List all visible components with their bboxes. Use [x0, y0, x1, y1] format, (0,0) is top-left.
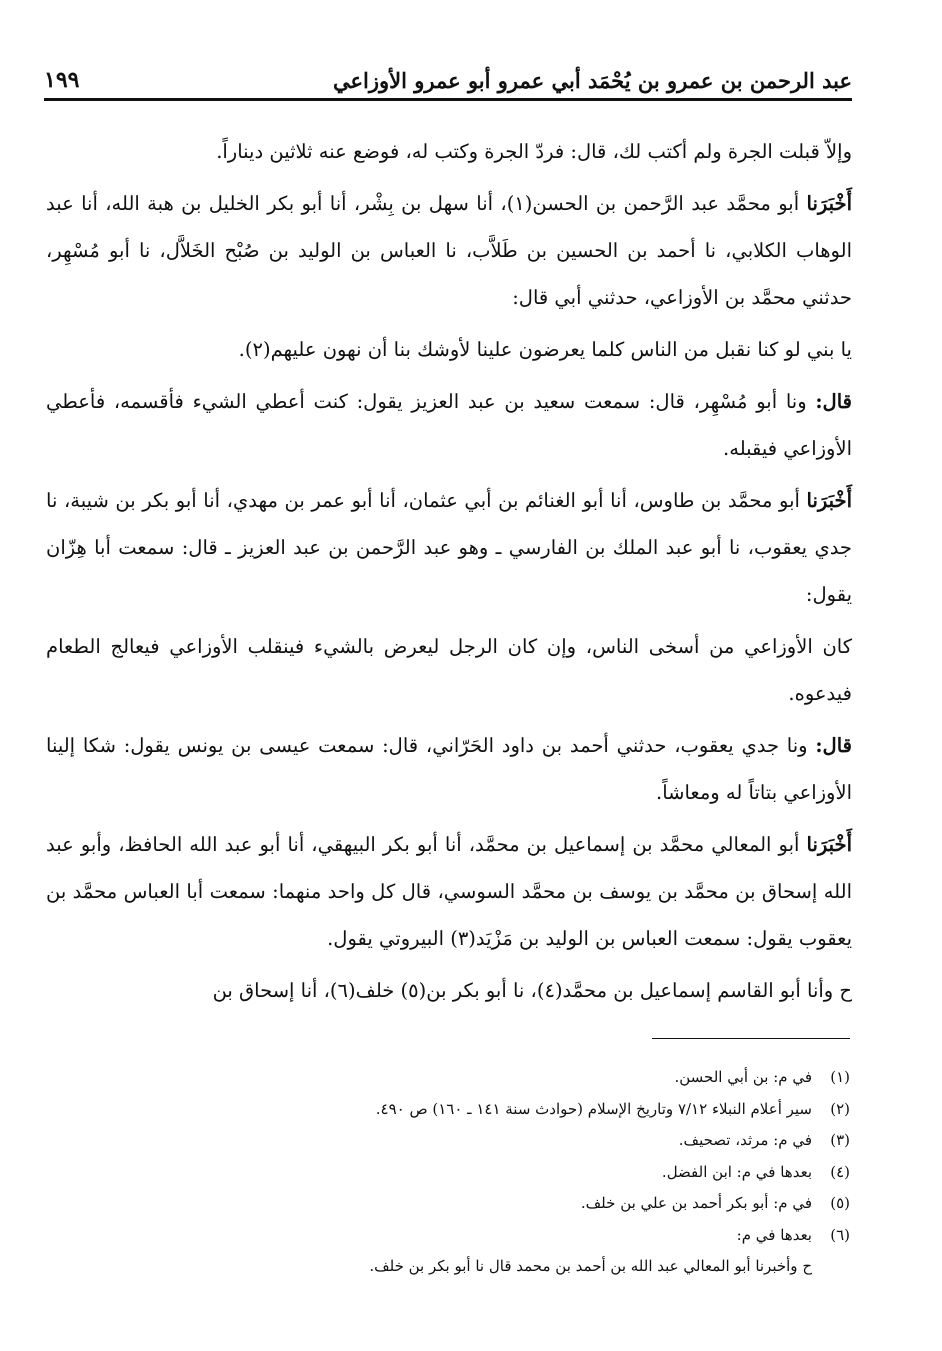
paragraph-lead: قال: [815, 390, 852, 413]
footnote-separator [652, 1038, 850, 1039]
footnote-number: (١) [830, 1068, 850, 1086]
paragraph-text: أبو محمَّد عبد الرَّحمن بن الحسن(١)، أنا سهل بن بِشْر، أنا أبو بكر الخليل بن هبة الله، أنا عبد الوهاب الكلابي، نا أحمد بن الحسين بن طَلاَّب، نا العباس بن الوليد بن صُبْح الخَلاَّل، نا أبو مُسْهِر، حدثني محمَّد بن الأوزاعي، حدثني أبي قال: [46, 192, 852, 309]
paragraph-text: أبو المعالي محمَّد بن إسماعيل بن محمَّد، أنا أبو بكر البيهقي، أنا أبو عبد الله الحافظ، وأبو عبد الله إسحاق بن محمَّد بن يوسف بن محمَّد السوسي، قال كل واحد منهما: سمعت أبا العباس محمَّد بن يعقوب يقول: سمعت العباس بن الوليد بن مَزْيَد(٣) البيروتي يقول. [46, 833, 852, 950]
paragraph-text: يا بني لو كنا نقبل من الناس كلما يعرضون علينا لأوشك بنا أن نهون عليهم(٢). [238, 338, 852, 361]
paragraph-lead: قال: [815, 734, 852, 757]
paragraph [46, 326, 852, 373]
footnote-continuation: ح وأخبرنا أبو المعالي عبد الله بن أحمد بن محمد قال نا أبو بكر بن خلف. [369, 1257, 812, 1275]
paragraph [46, 477, 852, 618]
paragraph [46, 180, 852, 321]
footnote-text: في م: مرثد، تصحيف. [678, 1131, 812, 1149]
footnote [150, 1125, 850, 1157]
paragraph-text: ونا أبو مُسْهِر، قال: سمعت سعيد بن عبد العزيز يقول: كنت أعطي الشيء فأقسمه، فأعطي الأوزاعي فيقبله. [46, 390, 852, 460]
footnote-text: سير أعلام النبلاء ٧/١٢ وتاريخ الإسلام (حوادث سنة ١٤١ ـ ١٦٠) ص ٤٩٠. [375, 1099, 812, 1118]
footnote-number: (٣) [830, 1131, 850, 1149]
running-title: عبد الرحمن بن عمرو بن يُحْمَد أبي عمرو أبو عمرو الأوزاعي [332, 67, 852, 93]
paragraph [46, 128, 852, 175]
main-text [46, 128, 852, 1019]
footnote-text: في م: بن أبي الحسن. [674, 1068, 812, 1086]
paragraph-text: أبو محمَّد بن طاوس، أنا أبو الغنائم بن أبي عثمان، أنا أبو عمر بن مهدي، أنا أبو بكر بن شيبة، نا جدي يعقوب، نا أبو عبد الملك بن الفارسي ـ وهو عبد الرَّحمن بن عبد العزيز ـ قال: سمعت أبا هِزّان يقول: [46, 489, 852, 606]
paragraph-text: وإلاّ قبلت الجرة ولم أكتب لك، قال: فردّ الجرة وكتب له، فوضع عنه ثلاثين ديناراً. [216, 140, 852, 163]
page-header [44, 62, 852, 98]
footnote [150, 1157, 850, 1189]
footnote-text: بعدها في م: [736, 1225, 812, 1244]
footnotes [150, 1062, 850, 1283]
header-rule [44, 98, 852, 101]
footnote-number: (٥) [830, 1194, 850, 1212]
footnote-number: (٤) [830, 1162, 850, 1181]
paragraph [46, 623, 852, 717]
footnote [150, 1220, 850, 1252]
paragraph-text: كان الأوزاعي من أسخى الناس، وإن كان الرجل ليعرض بالشيء فينقلب الأوزاعي فيعالج الطعام فيدعوه. [46, 635, 852, 705]
footnote [150, 1188, 850, 1220]
paragraph-text: ح وأنا أبو القاسم إسماعيل بن محمَّد(٤)، نا أبو بكر بن(٥) خلف(٦)، أنا إسحاق بن [212, 979, 852, 1002]
page-number: ١٩٩ [44, 67, 80, 93]
footnote-number: (٢) [830, 1099, 850, 1118]
paragraph [46, 967, 852, 1014]
paragraph [46, 722, 852, 816]
paragraph [46, 821, 852, 962]
footnote-text: في م: أبو بكر أحمد بن علي بن خلف. [580, 1194, 812, 1212]
footnote [150, 1094, 850, 1126]
paragraph-lead: أَخْبَرَنا [806, 833, 852, 856]
footnote-text: بعدها في م: ابن الفضل. [661, 1162, 812, 1181]
paragraph-text: ونا جدي يعقوب، حدثني أحمد بن داود الحَرّاني، قال: سمعت عيسى بن يونس يقول: شكا إلينا الأوزاعي بتاتاً له ومعاشاً. [46, 734, 852, 804]
paragraph-lead: أَخْبَرَنا [806, 192, 852, 215]
paragraph [46, 378, 852, 472]
footnote [150, 1062, 850, 1094]
paragraph-lead: أَخْبَرَنا [806, 489, 852, 512]
footnote-number: (٦) [830, 1225, 850, 1244]
